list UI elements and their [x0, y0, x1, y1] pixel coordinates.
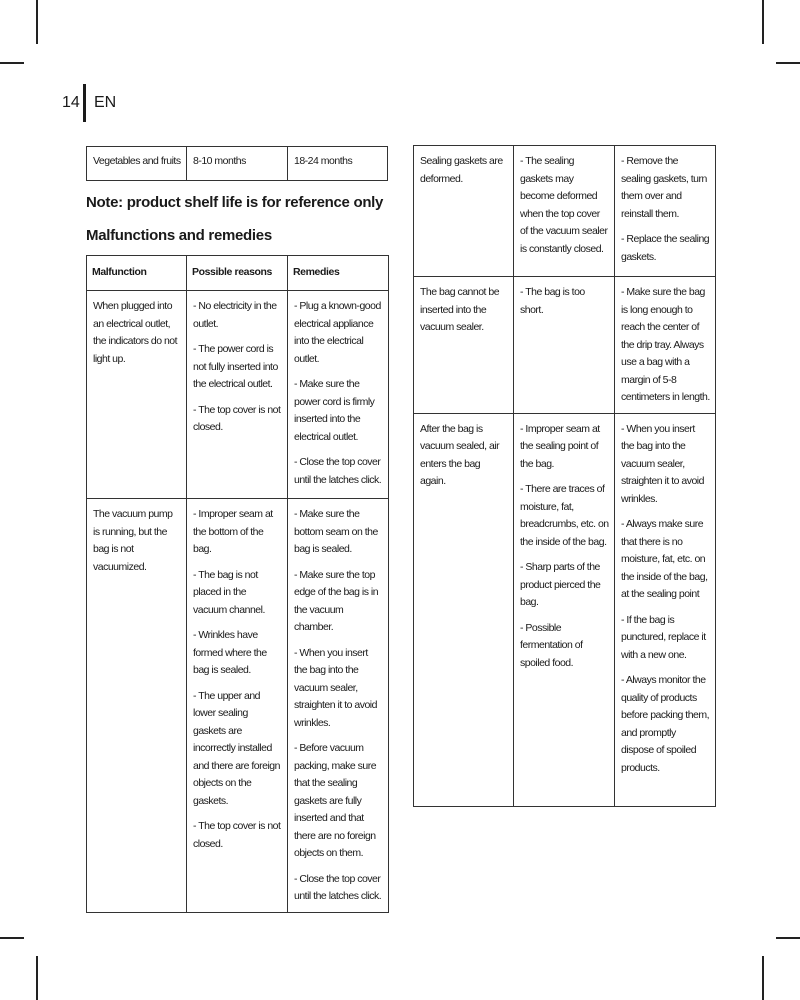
- reason-item: - Wrinkles have formed where the bag is sealed.: [193, 629, 267, 676]
- shelf-life-table: [86, 146, 388, 181]
- column-header-remedies: Remedies: [288, 256, 389, 291]
- crop-mark: [36, 956, 38, 1000]
- column-header-reasons: Possible reasons: [187, 256, 288, 291]
- remedy-item: - When you insert the bag into the vacuum sealer, straighten it to avoid wrinkles.: [294, 646, 377, 729]
- shelf-vacuum-cell: 18-24 months: [288, 147, 388, 181]
- remedy-item: - Always make sure that there is no moisture, fat, etc. on the inside of the bag, at the sealing point: [621, 518, 708, 600]
- malfunction-cell: [414, 277, 514, 414]
- table-row: [414, 277, 716, 414]
- crop-mark: [776, 937, 800, 939]
- reason-item: - Improper seam at the bottom of the bag.: [193, 508, 273, 555]
- remedy-item: - Make sure the power cord is firmly inserted into the electrical outlet.: [294, 378, 375, 443]
- crop-mark: [36, 0, 38, 44]
- shelf-product-cell: Vegetables and fruits: [87, 147, 187, 181]
- section-title: Malfunctions and remedies: [86, 227, 272, 244]
- remedy-item: - Make sure the bag is long enough to reach the center of the drip tray. Always use a bag with a margin of 5-8 centimeters in length.: [621, 286, 710, 403]
- remedies-cell: [615, 277, 716, 414]
- malfunctions-table-continued: [413, 145, 716, 807]
- shelf-normal-cell: 8-10 months: [187, 147, 288, 181]
- remedy-item: - When you insert the bag into the vacuum sealer, straighten it to avoid wrinkles.: [621, 422, 704, 505]
- header-divider: [83, 84, 86, 122]
- column-header-malfunction: Malfunction: [87, 256, 187, 291]
- malfunction-text: When plugged into an electrical outlet, the indicators do not light up.: [93, 300, 178, 365]
- shelf-life-note: Note: product shelf life is for reference only: [86, 194, 384, 211]
- reasons-cell: [187, 499, 288, 913]
- crop-mark: [776, 62, 800, 64]
- malfunction-text: The bag cannot be inserted into the vacuum sealer.: [420, 286, 500, 333]
- reason-item: - There are traces of moisture, fat, breadcrumbs, etc. on the inside of the bag.: [520, 483, 609, 548]
- reason-item: - The bag is not placed in the vacuum channel.: [193, 568, 265, 616]
- malfunction-cell: [87, 291, 187, 499]
- malfunction-text: Sealing gaskets are deformed.: [420, 155, 503, 185]
- reasons-cell: [514, 146, 615, 277]
- remedies-cell: [615, 146, 716, 277]
- malfunction-cell: [87, 499, 187, 913]
- reason-item: - The power cord is not fully inserted into the electrical outlet.: [193, 343, 278, 390]
- reason-item: - No electricity in the outlet.: [193, 300, 277, 330]
- remedy-item: - Make sure the top edge of the bag is in the vacuum chamber.: [294, 568, 379, 633]
- table-row: [414, 413, 716, 806]
- table-row: [414, 146, 716, 277]
- reasons-cell: [514, 277, 615, 414]
- remedies-cell: [288, 499, 389, 913]
- language-code: EN: [94, 94, 117, 111]
- reason-item: - The top cover is not closed.: [193, 403, 281, 433]
- crop-mark: [762, 956, 764, 1000]
- reason-item: - The sealing gaskets may become deformed when the top cover of the vacuum sealer is constantly closed.: [520, 155, 608, 255]
- remedy-item: - Close the top cover until the latches click.: [294, 456, 382, 486]
- table-row: [87, 291, 389, 499]
- remedy-item: - Always monitor the quality of products before packing them, and promptly dispose of spoiled products.: [621, 674, 710, 774]
- crop-mark: [762, 0, 764, 44]
- remedy-item: - Make sure the bottom seam on the bag is sealed.: [294, 508, 378, 555]
- reason-item: - The upper and lower sealing gaskets are incorrectly installed and there are foreign objects on the gaskets.: [193, 689, 280, 807]
- table-header-row: [87, 256, 389, 291]
- page-number: 14: [62, 94, 80, 111]
- reasons-cell: [187, 291, 288, 499]
- reason-item: - Possible fermentation of spoiled food.: [520, 621, 583, 669]
- reason-item: - Sharp parts of the product pierced the bag.: [520, 561, 601, 608]
- remedies-cell: [288, 291, 389, 499]
- remedy-item: - If the bag is punctured, replace it with a new one.: [621, 613, 706, 661]
- remedy-item: - Close the top cover until the latches click.: [294, 872, 382, 902]
- malfunction-cell: [414, 146, 514, 277]
- reason-item: - The top cover is not closed.: [193, 820, 281, 850]
- crop-mark: [0, 937, 24, 939]
- remedy-item: - Before vacuum packing, make sure that the sealing gaskets are fully inserted and that there are no foreign objects on them.: [294, 742, 377, 859]
- reasons-cell: [514, 413, 615, 806]
- malfunctions-table: [86, 255, 389, 913]
- reason-item: - Improper seam at the sealing point of the bag.: [520, 422, 600, 470]
- malfunction-text: The vacuum pump is running, but the bag is not vacuumized.: [93, 508, 173, 573]
- malfunction-cell: [414, 413, 514, 806]
- remedy-item: - Plug a known-good electrical appliance into the electrical outlet.: [294, 300, 381, 365]
- remedy-item: - Replace the sealing gaskets.: [621, 233, 710, 263]
- table-row: [87, 499, 389, 913]
- malfunction-text: After the bag is vacuum sealed, air enters the bag again.: [420, 422, 500, 487]
- table-row: [87, 147, 388, 181]
- remedies-cell: [615, 413, 716, 806]
- reason-item: - The bag is too short.: [520, 286, 585, 316]
- remedy-item: - Remove the sealing gaskets, turn them over and reinstall them.: [621, 155, 707, 220]
- crop-mark: [0, 62, 24, 64]
